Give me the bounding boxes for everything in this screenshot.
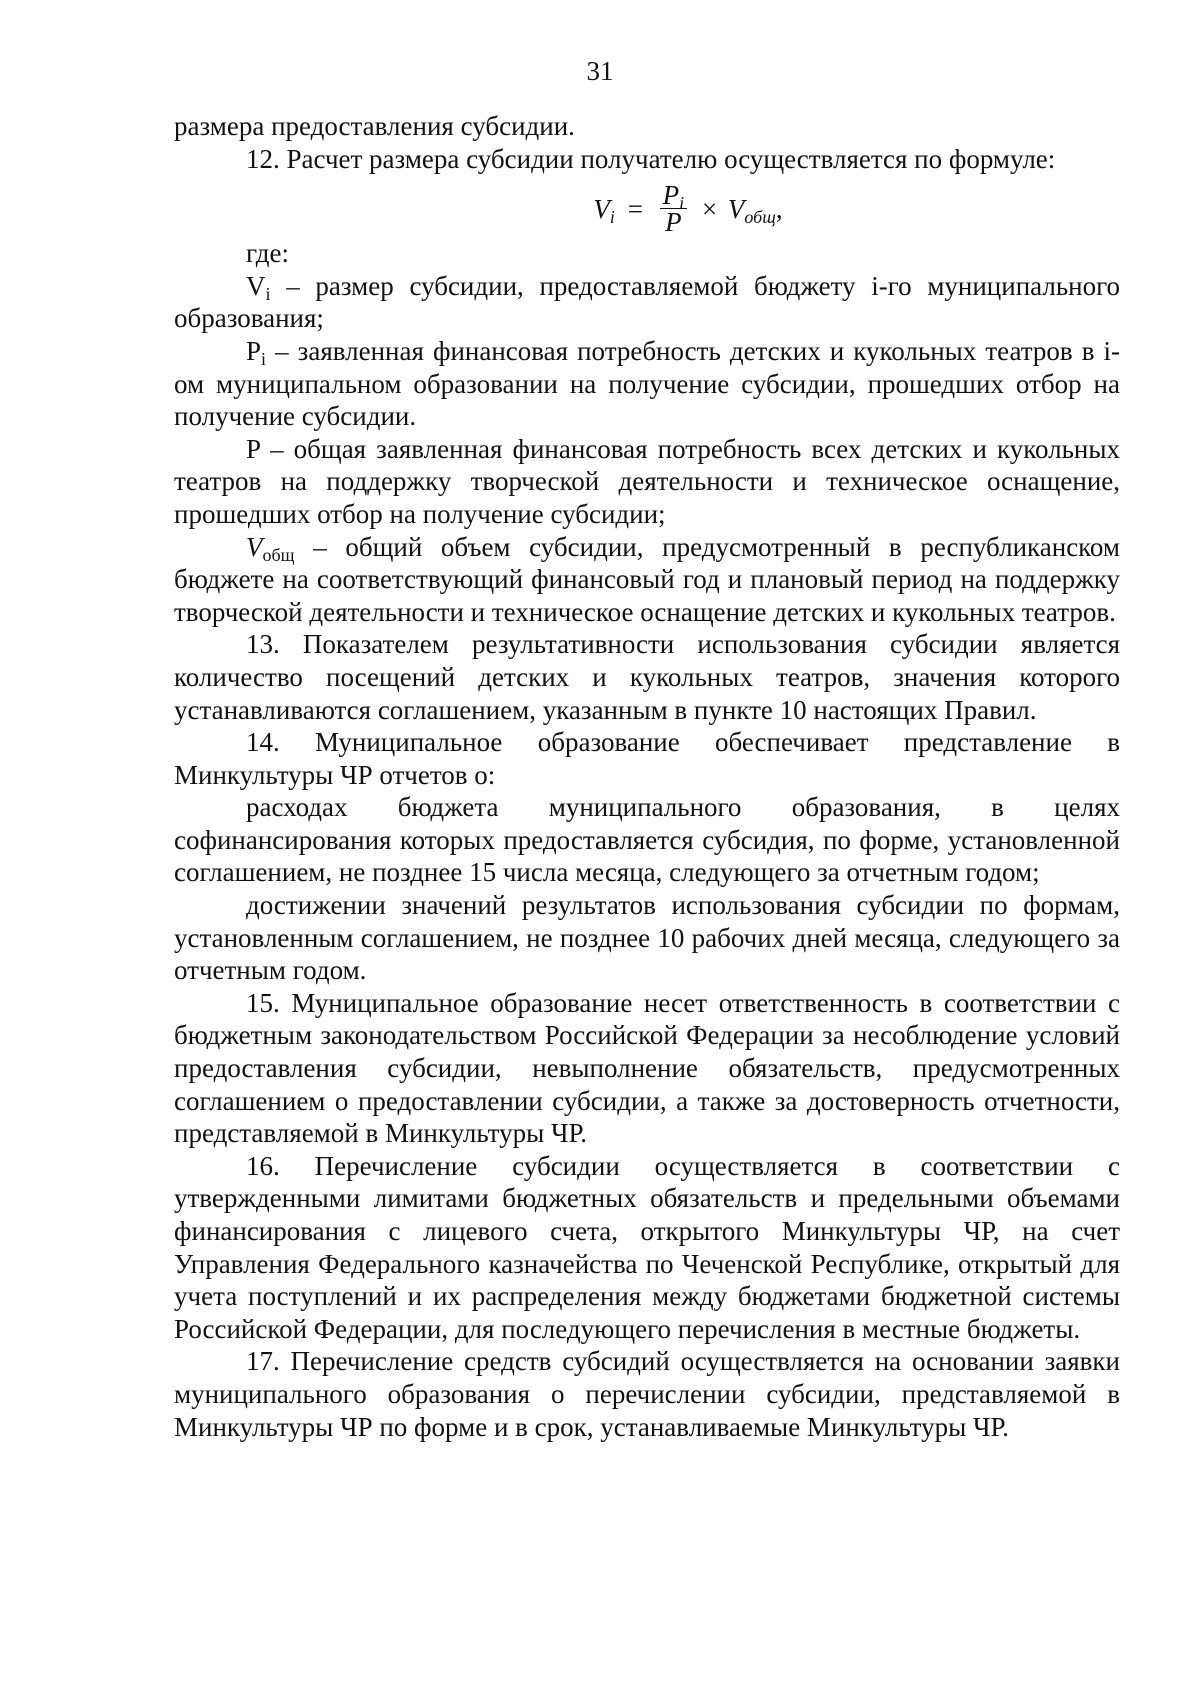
page-number: 31	[586, 56, 614, 86]
definition-pi: $P_i$ – заявленная финансовая потребность детских и кукольных театров в i-ом муниципальном образовании на получение субсидии, прошедших отбор на получение субсидии.	[174, 335, 1121, 432]
definition-p: P – общая заявленная финансовая потребность всех детских и кукольных театров на поддержку творческой деятельности и техническое оснащение, прошедших отбор на получение субсидии;	[174, 433, 1120, 529]
paragraph-17: 17. Перечисление средств субсидий осуществляется на основании заявки муниципального образования о перечислении субсидии, представляемой в Минкультуры ЧР по форме и в срок, устанавливаемые Минкультуры ЧР.	[174, 1346, 1120, 1442]
paragraph-15: 15. Муниципальное образование несет ответственность в соответствии с бюджетным законодательством Российской Федерации за несоблюдение условий предоставления субсидии, невыполнение обязательств, предусмотренных соглашением о предоставлении субсидии, а также за достоверность отчетности, представляемой в Минкультуры ЧР.	[174, 987, 1120, 1149]
paragraph-13: 13. Показателем результативности использования субсидии является количество посещений детских и кукольных театров, значения которого устанавливаются соглашением, указанным в пункте 10 настоящих Правил.	[174, 629, 1120, 725]
paragraph-16: 16. Перечисление субсидии осуществляется в соответствии с утвержденными лимитами бюджетных обязательств и предельными объемами финансирования с лицевого счета, открытого Минкультуры ЧР, на счет Управления Федерального казначейства по Чеченской Республике, открытый для учета поступлений и их распределения между бюджетами бюджетной системы Российской Федерации, для последующего перечисления в местные бюджеты.	[174, 1150, 1120, 1344]
paragraph-continuation: размера предоставления субсидии.	[174, 111, 575, 141]
definition-v-total: $V_{общ}$ – общий объем субсидии, предусмотренный в республиканском бюджете на соответствующий финансовый год и плановый период на поддержку творческой деятельности и техническое оснащение детских и кукольных театров.	[174, 531, 1120, 627]
document-body	[174, 110, 1120, 1443]
paragraph-12: 12. Расчет размера субсидии получателю осуществляется по формуле:	[246, 143, 1056, 174]
paragraph-14a: расходах бюджета муниципального образования, в целях софинансирования которых предоставляется субсидия, по форме, установленной соглашением, не позднее 15 числа месяца, следующего за отчетным годом;	[174, 792, 1120, 888]
paragraph-14: 14. Муниципальное образование обеспечивает представление в Минкультуры ЧР отчетов о:	[174, 727, 1120, 790]
formula-numerator: $P_i$	[660, 182, 688, 209]
formula-times: ×	[701, 193, 718, 224]
definition-vi: $V_i$ – размер субсидии, предоставляемой бюджету i-го муниципального образования;	[174, 270, 1121, 334]
formula-denominator: P	[665, 207, 682, 238]
formula-equals: =	[627, 193, 643, 224]
paragraph-14b: достижении значений результатов использования субсидии по формам, установленным соглашением, не позднее 10 рабочих дней месяца, следующего за отчетным годом.	[174, 890, 1120, 986]
formula-fraction	[660, 180, 688, 238]
subsidy-formula	[174, 175, 1120, 237]
formula-lhs: $V_i$	[593, 193, 615, 227]
formula-rhs: $V_{общ}$,	[727, 193, 783, 227]
where-label: где:	[246, 238, 289, 269]
